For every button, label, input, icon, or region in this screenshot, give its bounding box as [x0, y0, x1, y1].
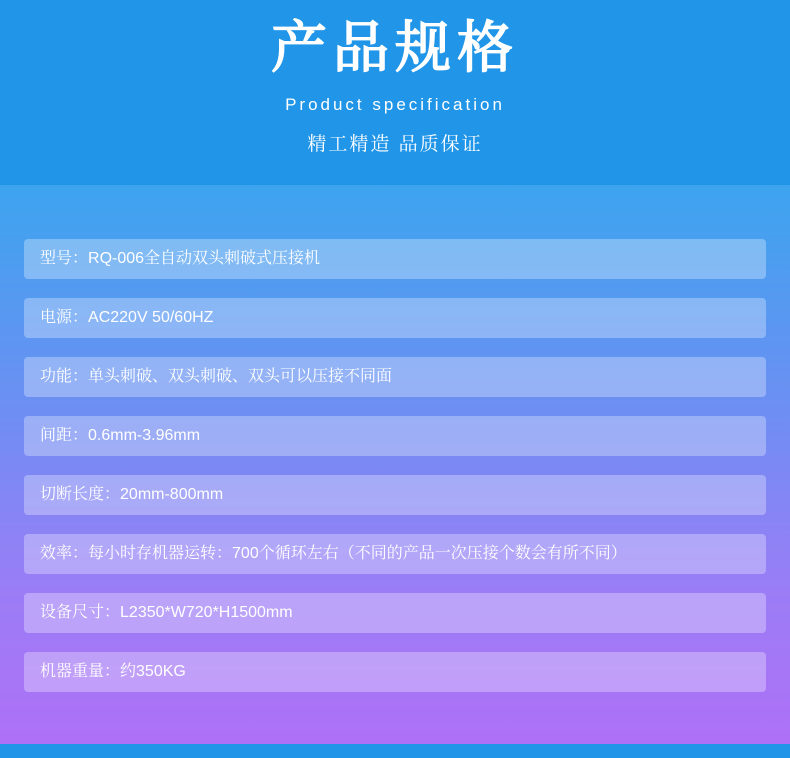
spec-row — [24, 357, 766, 397]
spec-label: 型号： — [40, 250, 89, 267]
spec-value: L2350*W720*H1500mm — [120, 604, 293, 621]
specification-list — [0, 185, 790, 711]
spec-label: 效率： — [40, 545, 89, 562]
page-header — [0, 0, 790, 185]
spec-label: 电源： — [40, 309, 89, 326]
page-tagline: 精工精造 品质保证 — [307, 134, 483, 155]
spec-value: AC220V 50/60HZ — [88, 309, 214, 326]
spec-label: 切断长度： — [40, 486, 121, 503]
spec-value: 每小时存机器运转：700个循环左右（不同的产品一次压接个数会有所不同） — [88, 545, 627, 562]
page-subtitle: Product specification — [285, 95, 505, 114]
spec-value: 0.6mm-3.96mm — [88, 427, 201, 444]
spec-value: RQ-006全自动双头刺破式压接机 — [88, 250, 321, 267]
spec-label: 功能： — [40, 368, 89, 385]
page-title: 产品规格 — [271, 16, 519, 79]
footer-bar — [0, 744, 790, 758]
spec-value: 约350KG — [120, 663, 186, 680]
spec-row — [24, 416, 766, 456]
spec-row — [24, 652, 766, 692]
spec-row — [24, 534, 766, 574]
spec-row — [24, 475, 766, 515]
spec-label: 机器重量： — [40, 663, 121, 680]
spec-row — [24, 298, 766, 338]
spec-label: 间距： — [40, 427, 89, 444]
spec-value: 单头刺破、双头刺破、双头可以压接不同面 — [88, 368, 393, 385]
spec-row — [24, 593, 766, 633]
spec-row — [24, 239, 766, 279]
spec-label: 设备尺寸： — [40, 604, 121, 621]
spec-value: 20mm-800mm — [120, 486, 224, 503]
